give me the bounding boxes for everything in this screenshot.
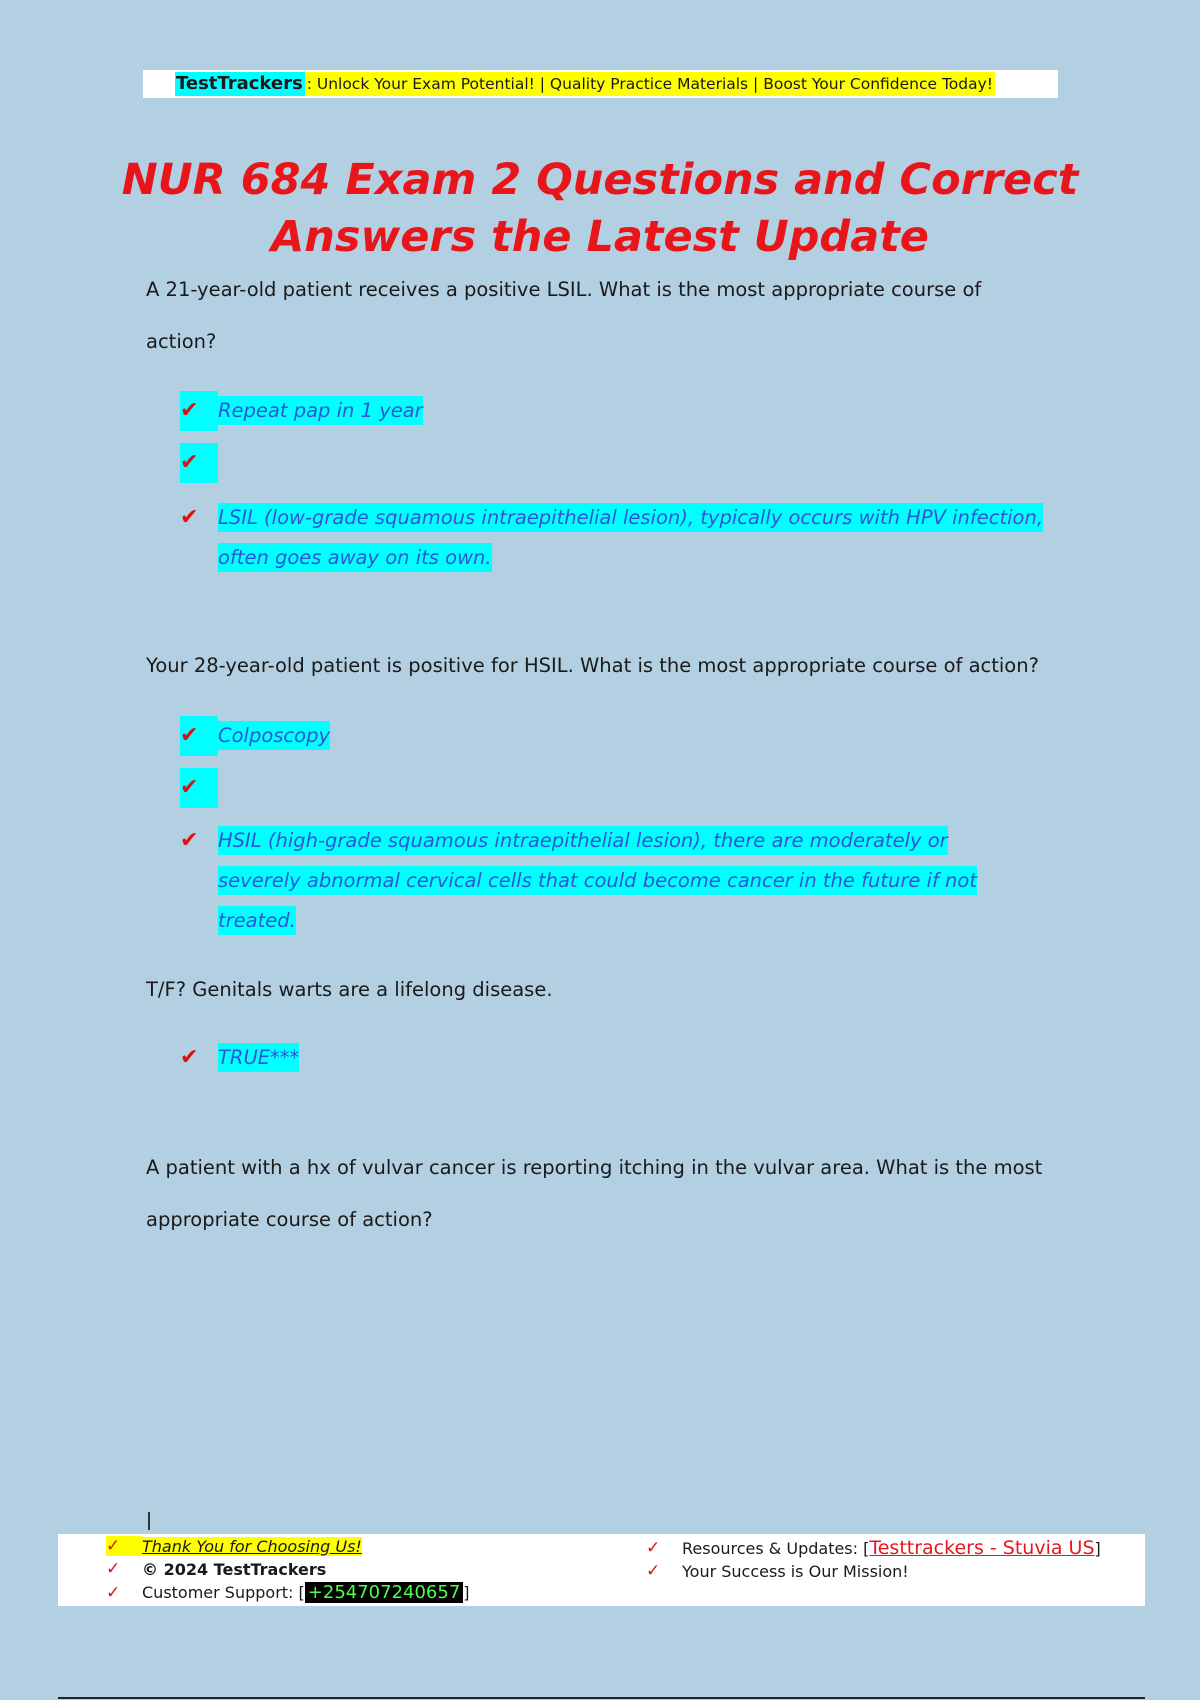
footer-resources: [646, 1537, 1101, 1559]
brand-name: TestTrackers: [176, 73, 303, 94]
thanks-text: Thank You for Choosing Us!: [142, 1536, 362, 1556]
answer-item: [180, 391, 1080, 431]
resources-label: Resources & Updates: [: [682, 1538, 870, 1558]
copyright-text: © 2024 TestTrackers: [142, 1559, 327, 1579]
answer-text: LSIL (low-grade squamous intraepithelial lesion), typically occurs with HPV infection, often goes away on its own.: [218, 503, 1043, 572]
footer-mission: [646, 1561, 909, 1581]
answer-item: [180, 498, 1060, 578]
check-icon: ✔: [180, 391, 218, 431]
question-1-text: A 21-year-old patient receives a positive LSIL. What is the most appropriate course of action?: [146, 278, 982, 353]
check-icon: ✓: [646, 1538, 661, 1558]
document-title: NUR 684 Exam 2 Questions and Correct Answers the Latest Update: [121, 155, 1079, 262]
answer-item: [180, 821, 1020, 941]
check-icon: ✔: [180, 505, 199, 530]
footer-thanks: [106, 1536, 362, 1556]
check-icon: ✔: [180, 443, 218, 483]
answer-text: Repeat pap in 1 year: [218, 396, 423, 425]
answer-text: TRUE***: [218, 1043, 299, 1072]
answer-item: [180, 716, 1080, 756]
check-icon: ✓: [106, 1559, 121, 1579]
question-4-text: A patient with a hx of vulvar cancer is reporting itching in the vulvar area. What is the most appropriate course of action?: [146, 1156, 1043, 1231]
footer-box: [58, 1534, 1145, 1606]
support-close: ]: [463, 1583, 470, 1602]
resources-link[interactable]: Testtrackers - Stuvia US: [869, 1537, 1095, 1559]
answer-text: Colposcopy: [218, 721, 330, 750]
mission-text: Your Success is Our Mission!: [682, 1561, 909, 1581]
question-2-text: Your 28-year-old patient is positive for HSIL. What is the most appropriate course of action?: [146, 654, 1039, 677]
check-icon: ✓: [106, 1582, 121, 1603]
answer-text: HSIL (high-grade squamous intraepithelial lesion), there are moderately or severely abnormal cervical cells that could become cancer in the future if not treated.: [218, 826, 977, 935]
answer-item: [180, 443, 1080, 483]
footer-copyright: [106, 1559, 326, 1579]
footer-support: [106, 1582, 470, 1603]
support-label: Customer Support: [: [142, 1583, 305, 1602]
check-icon: ✔: [180, 768, 218, 808]
check-icon: ✔: [180, 1045, 199, 1070]
question-3-text: T/F? Genitals warts are a lifelong disease.: [146, 978, 553, 1001]
bottom-rule: [58, 1697, 1145, 1699]
resources-close: ]: [1094, 1538, 1101, 1558]
answer-item: [180, 1038, 1080, 1078]
check-icon: ✔: [180, 716, 218, 756]
check-icon: ✓: [646, 1561, 661, 1581]
text-cursor: [148, 1512, 150, 1530]
check-icon: ✓: [106, 1536, 142, 1556]
check-icon: ✔: [180, 828, 199, 853]
header-banner: [143, 70, 1058, 98]
support-phone[interactable]: +254707240657: [305, 1582, 464, 1603]
answer-item: [180, 768, 1080, 808]
header-tagline: : Unlock Your Exam Potential! | Quality Practice Materials | Boost Your Confidence Today!: [305, 72, 995, 96]
